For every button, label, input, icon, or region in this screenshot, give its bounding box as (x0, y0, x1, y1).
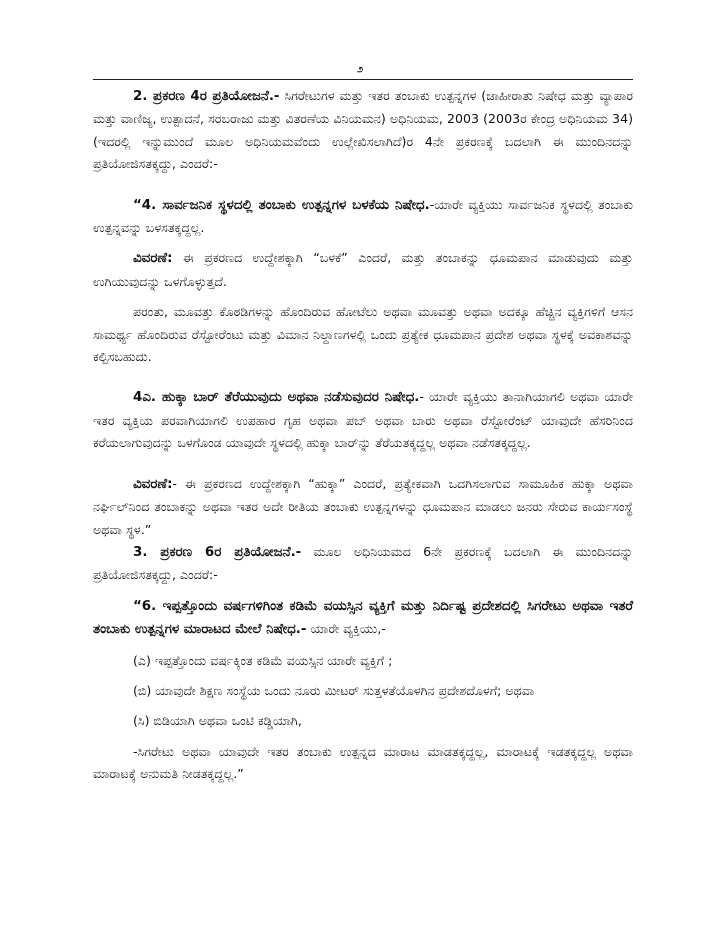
clause-6-text: ಯಾರೇ ವ್ಯಕ್ತಿಯು,- (310, 621, 386, 637)
header-rule (93, 79, 633, 80)
clause-6-paragraph (93, 595, 633, 642)
clause-6-c: (ಸಿ) ಬಿಡಿಯಾಗಿ ಅಥವಾ ಒಂಟಿ ಕಡ್ಡಿಯಾಗಿ, (133, 713, 302, 729)
clause-4-heading: “4. ಸಾರ್ವಜನಿಕ ಸ್ಥಳದಲ್ಲಿ ತಂಬಾಕು ಉತ್ಪನ್ನಗಳ ಬಳಕೆಯ ನಿಷೇಧ. (133, 197, 430, 213)
document-body (93, 85, 633, 786)
clause-6-heading: “6. ಇಪ್ಪತ್ತೊಂದು ವರ್ಷಗಳಿಗಿಂತ ಕಡಿಮೆ ವಯಸ್ಸಿನ ವ್ಯಕ್ತಿಗೆ ಮತ್ತು ನಿರ್ದಿಷ್ಟ ಪ್ರದೇಶದಲ್ಲಿ ಸಿಗರೇಟು ಅಥವಾ ಇತರೆ ತಂಬಾಕು ಉತ್ಪನ್ನಗಳ ಮಾರಾಟದ ಮೇಲೆ ನಿಷೇಧ.- (93, 598, 633, 638)
section-2-paragraph (93, 85, 633, 176)
clause-4-paragraph (93, 194, 633, 240)
clause-4a-paragraph (93, 386, 633, 454)
clause-4a-text: - ಯಾರೇ ವ್ಯಕ್ತಿಯು ತಾನಾಗಿಯಾಗಲಿ ಅಥವಾ ಯಾರೇ ಇತರ ವ್ಯಕ್ತಿಯ ಪರವಾಗಿಯಾಗಲಿ ಉಪಹಾರ ಗೃಹ ಅಥವಾ ಪಬ್ ಅಥವಾ ಬಾರು ಅಥವಾ ರೆಸ್ಟೋರೆಂಟ್ ಯಾವುದೇ ಹೆಸರಿನಿಂದ ಕರೆಯಲಾಗುವುದನ್ನು ಒಳಗೊಂಡ ಯಾವುದೇ ಸ್ಥಳದಲ್ಲಿ ಹುಕ್ಕಾ ಬಾರ್‌ನ್ನು ತೆರೆಯತಕ್ಕದ್ದಲ್ಲ ಅಥವಾ ನಡೆಸತಕ್ಕದ್ದಲ್ಲ. (93, 389, 633, 451)
section-2-heading: 2. ಪ್ರಕರಣ 4ರ ಪ್ರತಿಯೋಜನೆ.- (133, 89, 280, 104)
explanation-1-heading: ವಿವರಣೆ: (133, 251, 173, 267)
clause-4-text: -ಯಾರೇ ವ್ಯಕ್ತಿಯು ಸಾರ್ವಜನಿಕ ಸ್ಥಳದಲ್ಲಿ ತಂಬಾಕು ಉತ್ಪನ್ನವನ್ನು ಬಳಸತಕ್ಕದ್ದಲ್ಲ. (93, 196, 633, 236)
page-number: ೨ (356, 62, 364, 75)
section-3-text: ಮೂಲ ಅಧಿನಿಯಮದ 6ನೇ ಪ್ರಕರಣಕ್ಕೆ ಬದಲಾಗಿ ಈ ಮುಂದಿನದನ್ನು ಪ್ರತಿಯೋಜಿಸತಕ್ಕದ್ದು, ಎಂದರೆ:- (93, 543, 633, 583)
clause-6-a: (ಎ) ಇಪ್ಪತ್ತೊಂದು ವರ್ಷಕ್ಕಿಂತ ಕಡಿಮೆ ವಯಸ್ಸಿನ ಯಾರೇ ವ್ಯಕ್ತಿಗೆ ; (133, 652, 393, 668)
clause-4a-heading: 4ಎ. ಹುಕ್ಕಾ ಬಾರ್ ತೆರೆಯುವುದು ಅಥವಾ ನಡೆಸುವುದರ ನಿಷೇಧ. (133, 390, 420, 406)
section-2-text: ಸಿಗರೇಟುಗಳ ಮತ್ತು ಇತರ ತಂಬಾಕು ಉತ್ಪನ್ನಗಳ (ಜಾಹೀರಾತು ನಿಷೇಧ ಮತ್ತು ವ್ಯಾಪಾರ ಮತ್ತು ವಾಣಿಜ್ಯ, ಉತ್ಪಾದನೆ, ಸರಬರಾಜು ಮತ್ತು ವಿತರಣೆಯ ವಿನಿಯಮನ) ಅಧಿನಿಯಮ, 2003 (2003ರ ಕೇಂದ್ರ ಅಧಿನಿಯಮ 34) (ಇದರಲ್ಲಿ ಇನ್ನುಮುಂದೆ ಮೂಲ ಅಧಿನಿಯಮವೆಂದು ಉಲ್ಲೇಖಿಸಲಾಗಿದೆ)ರ 4ನೇ ಪ್ರಕರಣಕ್ಕೆ ಬದಲಾಗಿ ಈ ಮುಂದಿನದನ್ನು ಪ್ರತಿಯೋಜಿಸತಕ್ಕದ್ದು, ಎಂದರೆ:- (93, 88, 633, 172)
explanation-1-text: ಈ ಪ್ರಕರಣದ ಉದ್ದೇಶಕ್ಕಾಗಿ “ಬಳಕೆ” ಎಂದರೆ, ಮತ್ತು ತಂಬಾಕನ್ನು ಧೂಮಪಾನ ಮಾಡುವುದು ಮತ್ತು ಉಗಿಯುವುದನ್ನು ಒಳಗೊಳ್ಳುತ್ತದೆ. (93, 250, 633, 289)
explanation-2-text: - ಈ ಪ್ರಕರಣದ ಉದ್ದೇಶಕ್ಕಾಗಿ “ಹುಕ್ಕಾ” ಎಂದರೆ, ಪ್ರತ್ಯೇಕವಾಗಿ ಒದಗಿಸಲಾಗುವ ಸಾಮೂಹಿಕ ಹುಕ್ಕಾ ಅಥವಾ ನರ್ಘಿಲ್‌ನಿಂದ ತಂಬಾಕನ್ನು ಅಥವಾ ಇತರ ಅದೇ ರೀತಿಯ ತಂಬಾಕು ಉತ್ಪನ್ನಗಳನ್ನು ಧೂಮಪಾನ ಮಾಡಲು ಜನರು ಸೇರುವ ಕಾರ್ಯಸಂಸ್ಥೆ ಅಥವಾ ಸ್ಥಳ.” (93, 475, 633, 537)
clause-6-b: (ಬಿ) ಯಾವುದೇ ಶಿಕ್ಷಣ ಸಂಸ್ಥೆಯ ಒಂದು ನೂರು ಮೀಟರ್ ಸುತ್ತಳತೆಯೊಳಗಿನ ಪ್ರದೇಶದೊಳಗೆ; ಅಥವಾ (133, 682, 535, 698)
clause-6-closing: -ಸಿಗರೇಟು ಅಥವಾ ಯಾವುದೇ ಇತರ ತಂಬಾಕು ಉತ್ಪನ್ನದ ಮಾರಾಟ ಮಾಡತಕ್ಕದ್ದಲ್ಲ, ಮಾರಾಟಕ್ಕೆ ಇಡತಕ್ಕದ್ದಲ್ಲ ಅಥವಾ ಮಾರಾಟಕ್ಕೆ ಅನುಮತಿ ನೀಡತಕ್ಕದ್ದಲ್ಲ.” (93, 743, 633, 782)
explanation-2-heading: ವಿವರಣೆ: (133, 476, 173, 492)
explanation-1-paragraph (93, 247, 633, 293)
proviso-paragraph (93, 301, 633, 368)
proviso-text: ಪರಂತು, ಮೂವತ್ತು ಕೊಠಡಿಗಳನ್ನು ಹೊಂದಿರುವ ಹೋಟೆಲು ಅಥವಾ ಮೂವತ್ತು ಅಥವಾ ಅದಕ್ಕೂ ಹೆಚ್ಚಿನ ವ್ಯಕ್ತಿಗಳಿಗೆ ಆಸನ ಸಾಮರ್ಥ್ಯ ಹೊಂದಿರುವ ರೆಸ್ಟೋರೆಂಟು ಮತ್ತು ವಿಮಾನ ನಿಲ್ದಾಣಗಳಲ್ಲಿ ಒಂದು ಪ್ರತ್ಯೇಕ ಧೂಮಪಾನ ಪ್ರದೇಶ ಅಥವಾ ಸ್ಥಳಕ್ಕೆ ಅವಕಾಶವನ್ನು ಕಲ್ಪಿಸಬಹುದು. (93, 304, 633, 365)
explanation-2-paragraph (93, 473, 633, 541)
section-3-heading: 3. ಪ್ರಕರಣ 6ರ ಪ್ರತಿಯೋಜನೆ.- (133, 544, 302, 560)
section-3-paragraph (93, 541, 633, 587)
